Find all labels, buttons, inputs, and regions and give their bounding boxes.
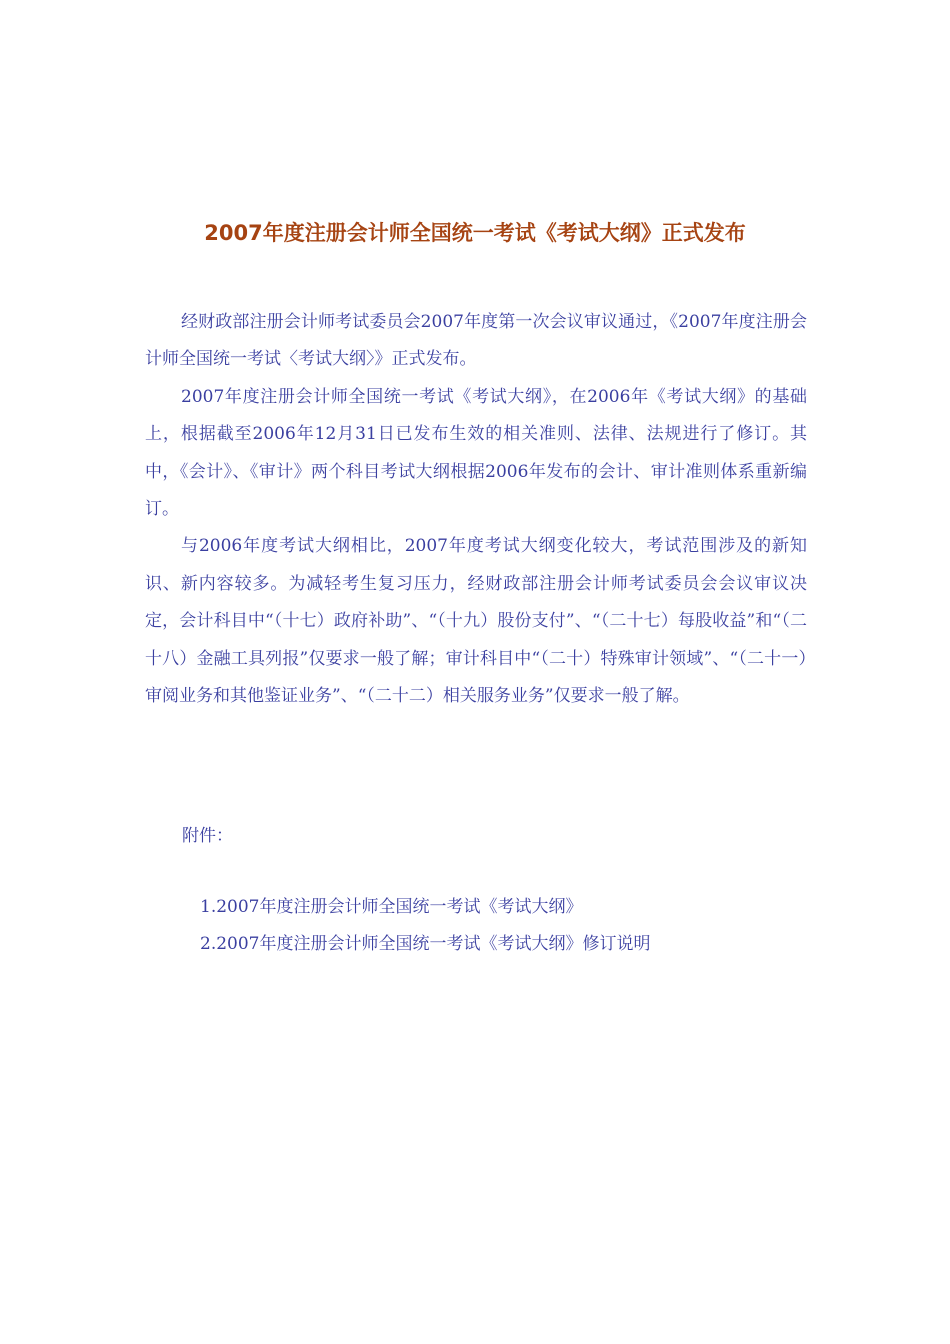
document-title: 2007年度注册会计师全国统一考试《考试大纲》正式发布 [204, 221, 746, 245]
document-body [145, 304, 807, 715]
attachment-list [200, 889, 650, 963]
attachment-item [200, 926, 650, 963]
attachment-link-revision-notes[interactable]: 2.2007年度注册会计师全国统一考试《考试大纲》修订说明 [200, 934, 651, 954]
attachment-item [200, 889, 650, 926]
paragraph-1: 经财政部注册会计师考试委员会2007年度第一次会议审议通过，《2007年度注册会计师全国统一考试〈考试大纲〉》正式发布。 [145, 312, 807, 370]
paragraph-2: 2007年度注册会计师全国统一考试《考试大纲》，在2006年《考试大纲》的基础上，根据截至2006年12月31日已发布生效的相关准则、法律、法规进行了修订。其中，《会计》、《审计》两个科目考试大纲根据2006年发布的会计、审计准则体系重新编订。 [145, 386, 807, 520]
attachment-link-syllabus[interactable]: 1.2007年度注册会计师全国统一考试《考试大纲》 [200, 897, 583, 917]
attachments-label: 附件： [182, 826, 233, 846]
paragraph-3: 与2006年度考试大纲相比，2007年度考试大纲变化较大，考试范围涉及的新知识、新内容较多。为减轻考生复习压力，经财政部注册会计师考试委员会会议审议决定，会计科目中“（十七）政府补助”、“（十九）股份支付”、“（二十七）每股收益”和“（二十八）金融工具列报”仅要求一般了解；审计科目中“（二十）特殊审计领域”、“（二十一）审阅业务和其他鉴证业务”、“（二十二）相关服务业务”仅要求一般了解。 [145, 536, 807, 707]
